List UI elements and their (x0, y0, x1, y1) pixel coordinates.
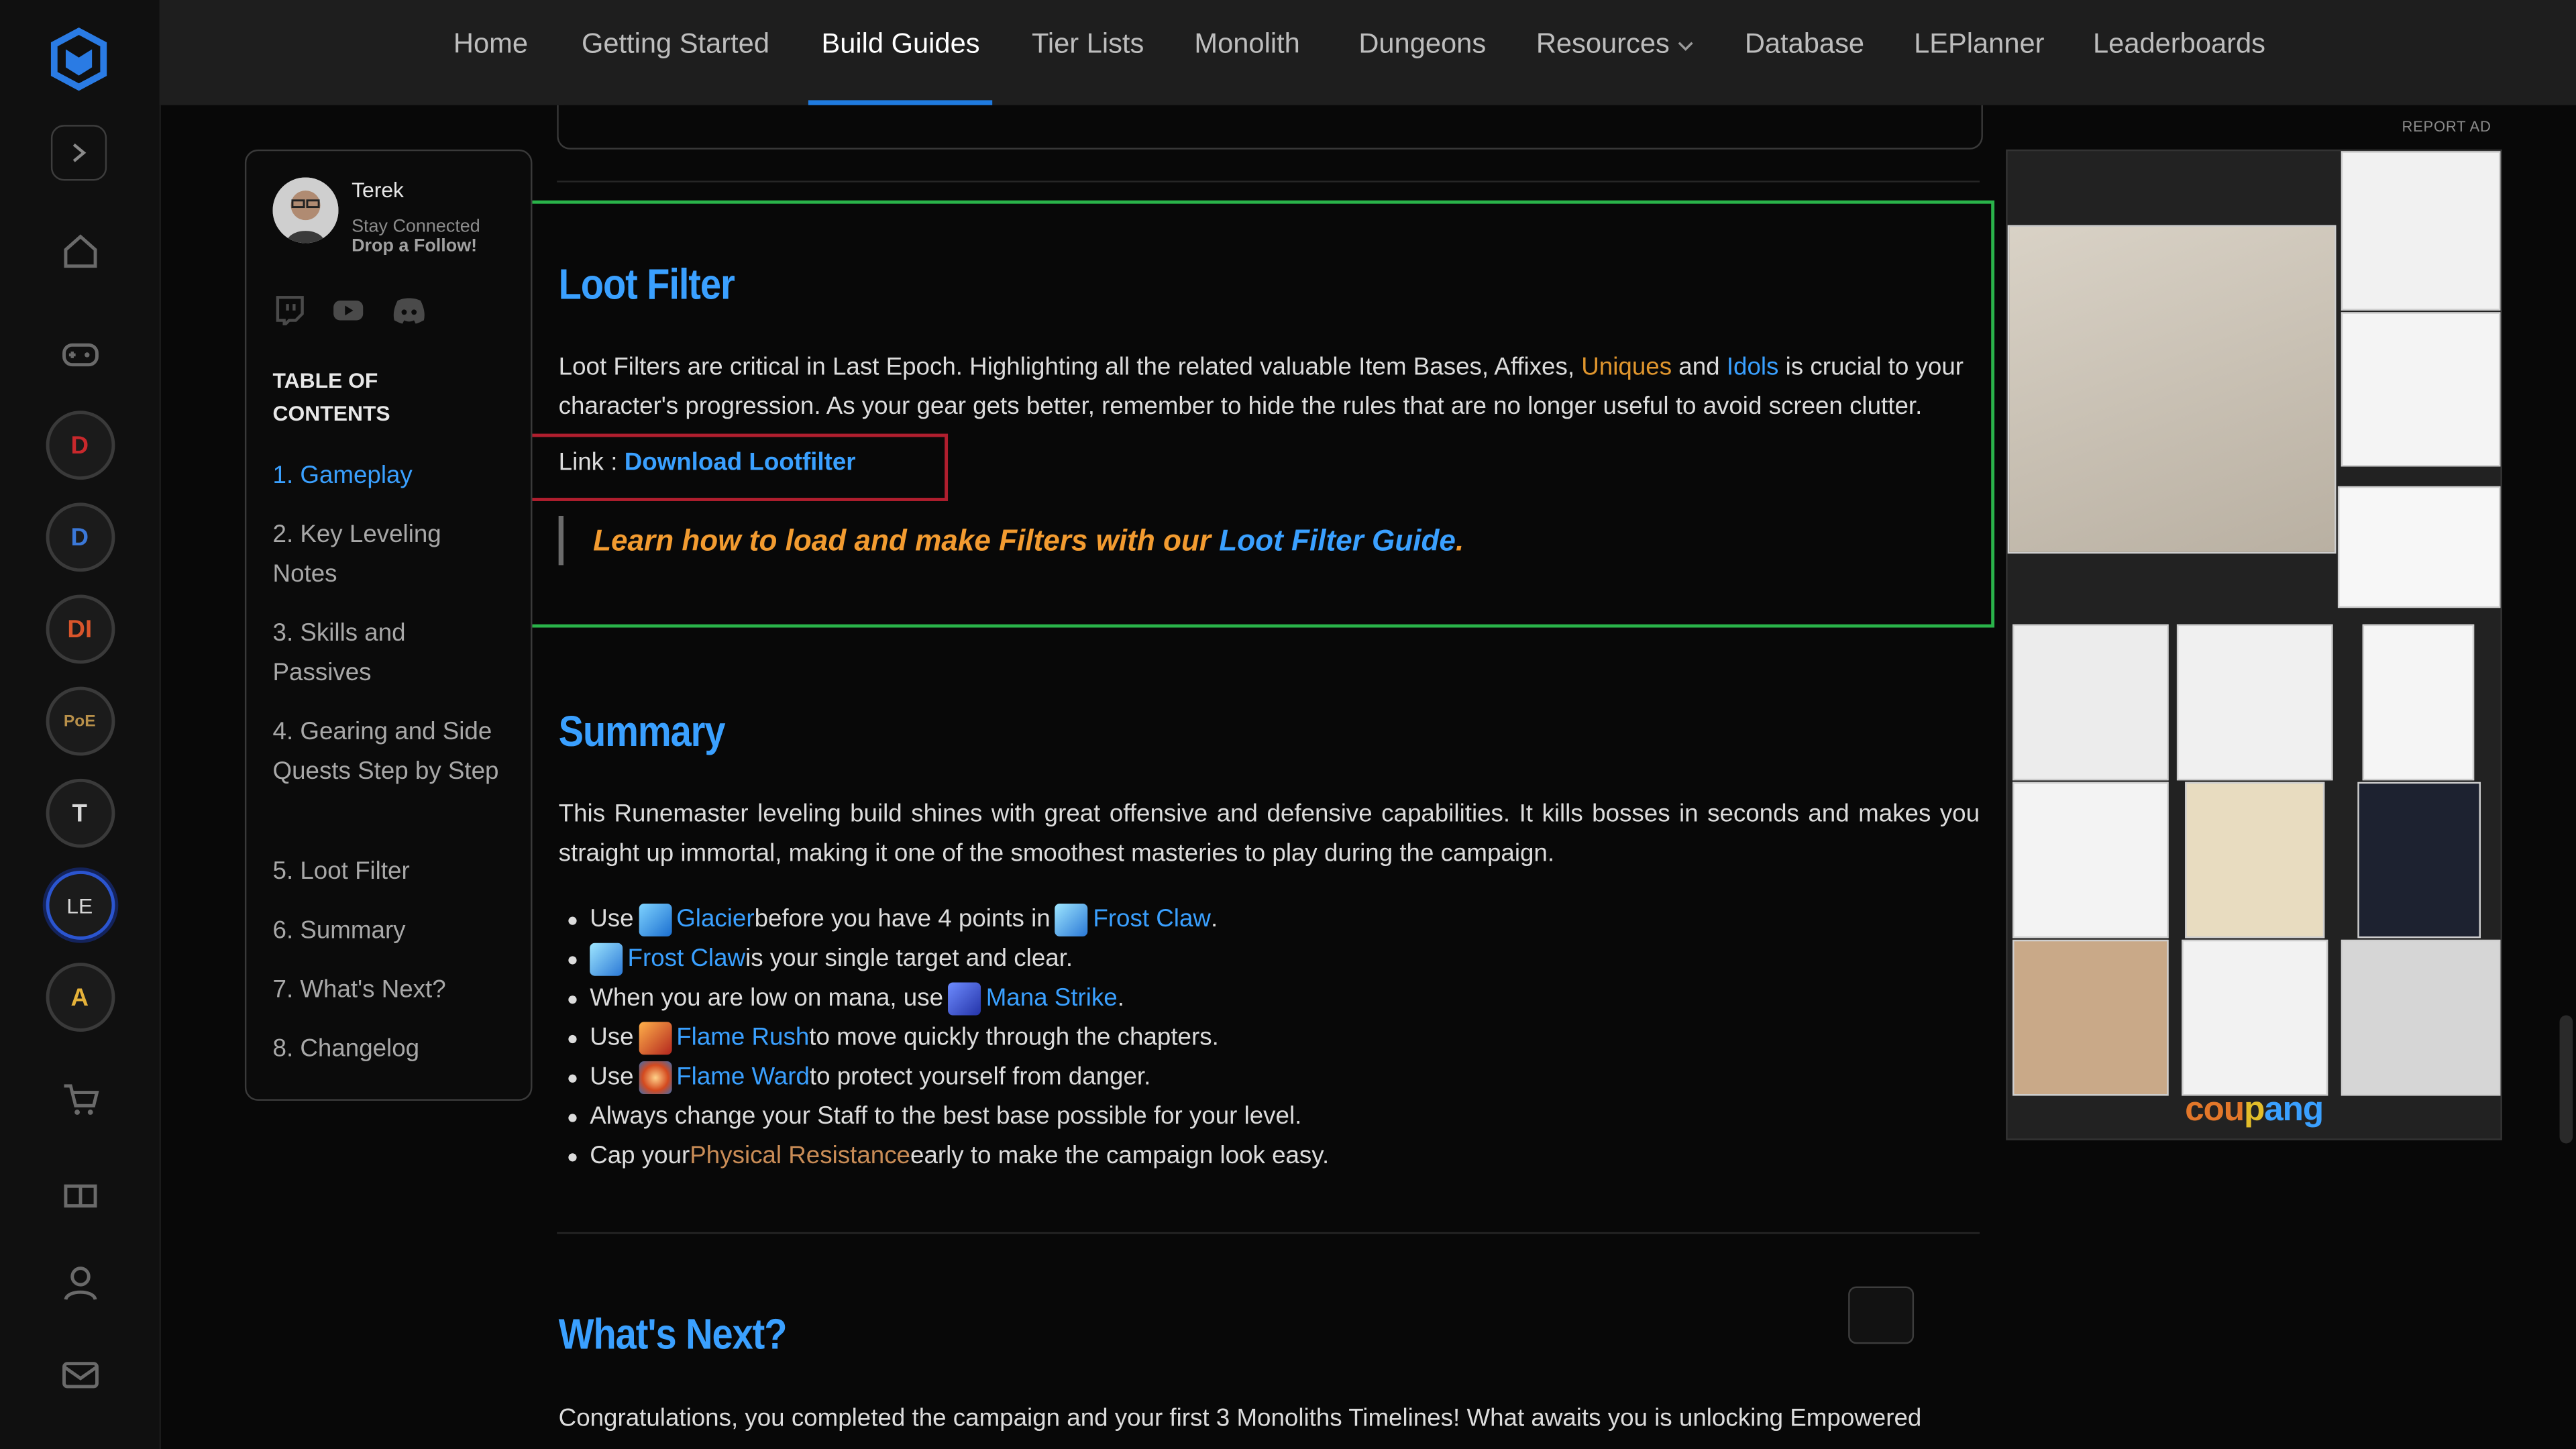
game-diablo-immortal-icon[interactable]: D (45, 502, 114, 572)
active-tab-underline (808, 100, 992, 105)
author-name: Terek (352, 177, 404, 203)
list-item: Use Flame Rush to move quickly through the chapters. (568, 1018, 1329, 1058)
nav-getting-started[interactable]: Getting Started (581, 28, 769, 60)
toc-item-gearing[interactable]: 4. Gearing and Side Quests Step by Step (272, 718, 499, 786)
green-highlight-box (493, 201, 1994, 628)
summary-bullet-list (568, 900, 1329, 1176)
discord-icon[interactable] (391, 296, 427, 325)
game-diablo3-icon[interactable]: DI (45, 595, 114, 664)
nav-leaderboards[interactable]: Leaderboards (2093, 28, 2265, 60)
chevron-down-icon (1677, 40, 1693, 53)
game-poe-icon[interactable]: PoE (45, 687, 114, 756)
ad-image-box[interactable] (2182, 940, 2328, 1096)
nav-leplanner[interactable]: LEPlanner (1914, 28, 2045, 60)
list-item: Cap your Physical Resistance early to make the campaign look easy. (568, 1137, 1329, 1177)
rail-shop[interactable] (0, 1078, 160, 1121)
summary-paragraph: This Runemaster leveling build shines with great offensive and defensive capabilities. It kills bosses in seconds and makes you straight up immortal, making it one of the smoothest masteries to play during the campaign. (558, 800, 1980, 868)
frost-claw-link[interactable]: Frost Claw (1093, 905, 1211, 934)
loot-filter-guide-link[interactable]: Loot Filter Guide (1219, 524, 1456, 557)
flame-rush-link[interactable]: Flame Rush (676, 1023, 810, 1052)
cart-icon (58, 1078, 101, 1121)
toc-item-changelog[interactable]: 8. Changelog (272, 1034, 420, 1063)
glacier-link[interactable]: Glacier (676, 905, 755, 934)
ad-image-bicycle[interactable] (2177, 625, 2333, 781)
expand-sidebar-button[interactable] (51, 125, 107, 180)
scroll-to-top-button[interactable] (1848, 1287, 1914, 1344)
follow-text: Drop a Follow! (352, 236, 478, 257)
rail-gamepad[interactable] (0, 332, 160, 375)
game-last-epoch-icon[interactable]: LE (45, 871, 114, 940)
nav-home[interactable]: Home (453, 28, 529, 60)
ad-image-pc[interactable] (2357, 782, 2481, 938)
nav-resources[interactable]: Resources (1536, 28, 1694, 61)
ad-image-sneaker[interactable] (2012, 782, 2169, 938)
mail-icon (58, 1354, 101, 1397)
frost-claw-link[interactable]: Frost Claw (627, 945, 746, 973)
loot-filter-link-row: Link : Download Lootfilter (558, 448, 856, 477)
twitch-icon[interactable] (273, 296, 306, 325)
site-logo-icon[interactable] (46, 26, 112, 92)
game-tlo-icon[interactable]: T (45, 779, 114, 848)
stay-connected-text: Stay Connected (352, 217, 480, 237)
ad-image-food[interactable] (2012, 940, 2169, 1096)
physical-resistance-link[interactable]: Physical Resistance (690, 1142, 911, 1170)
mana-strike-skill-icon (948, 983, 981, 1016)
avatar[interactable] (273, 177, 339, 243)
toc-item-summary[interactable]: 6. Summary (272, 916, 406, 945)
chevron-right-icon (69, 142, 89, 164)
idols-link[interactable]: Idols (1726, 353, 1779, 382)
ad-image-bike[interactable] (2338, 486, 2500, 608)
list-item: Use Glacier before you have 4 points in Frost Claw . (568, 900, 1329, 940)
download-lootfilter-link[interactable]: Download Lootfilter (624, 448, 856, 477)
summary-heading: Summary (558, 706, 725, 756)
flame-ward-skill-icon (639, 1061, 672, 1094)
ad-image-goldwatch[interactable] (2185, 782, 2324, 938)
rail-home[interactable] (0, 230, 160, 273)
youtube-icon[interactable] (332, 296, 365, 325)
user-icon (58, 1262, 101, 1305)
whats-next-paragraph: Congratulations, you completed the campaign and your first 3 Monoliths Timelines! What awaits you is unlocking Empowered (558, 1404, 1922, 1433)
ad-image-desk[interactable] (2341, 151, 2501, 311)
ad-image-shoes[interactable] (2008, 225, 2337, 554)
social-links (273, 296, 427, 325)
divider (557, 180, 1980, 182)
toc-heading: TABLE OF CONTENTS (272, 368, 390, 426)
nav-tier-lists[interactable]: Tier Lists (1031, 28, 1144, 60)
frost-claw-skill-icon (1055, 904, 1088, 936)
report-ad-link[interactable]: REPORT AD (2402, 118, 2491, 135)
nav-database[interactable]: Database (1744, 28, 1865, 60)
toc-item-whats-next[interactable]: 7. What's Next? (272, 975, 446, 1004)
home-icon (58, 230, 101, 273)
table-of-contents-card (245, 150, 533, 1101)
loot-filter-paragraph: Loot Filters are critical in Last Epoch. Highlighting all the related valuable Item Bases, Affixes, Uniques and Idols is crucial to your character's progression. As your gear gets better, remember to hide the rules that are no longer useful to avoid screen clutter. (558, 353, 1964, 421)
loot-filter-guide-quote: Learn how to load and make Filters with our Loot Filter Guide. (559, 516, 1464, 565)
loot-filter-heading: Loot Filter (558, 259, 735, 309)
advertisement[interactable] (2006, 150, 2502, 1140)
glacier-skill-icon (639, 904, 672, 936)
uniques-link[interactable]: Uniques (1581, 353, 1672, 382)
red-highlight-box (513, 434, 948, 501)
ad-image-insole[interactable] (2341, 312, 2501, 466)
ad-image-shoes2[interactable] (2341, 940, 2501, 1096)
toc-item-key-leveling[interactable]: 2. Key Leveling Notes (272, 521, 441, 588)
author-avatar-icon (273, 177, 339, 243)
top-navigation (160, 0, 2576, 105)
rail-profile[interactable] (0, 1262, 160, 1305)
toc-item-skills[interactable]: 3. Skills and Passives (272, 619, 406, 687)
list-item: Use Flame Ward to protect yourself from danger. (568, 1058, 1329, 1097)
ad-image-bed[interactable] (2012, 625, 2169, 781)
gift-icon (58, 1170, 101, 1213)
toc-item-gameplay[interactable]: 1. Gameplay (272, 462, 413, 490)
flame-ward-link[interactable]: Flame Ward (676, 1063, 810, 1091)
mana-strike-link[interactable]: Mana Strike (985, 983, 1118, 1012)
game-diablo4-icon[interactable]: D (45, 411, 114, 480)
game-other-icon[interactable]: A (45, 963, 114, 1032)
list-item: Frost Claw is your single target and clear. (568, 940, 1329, 979)
page-scrollbar[interactable] (2560, 1015, 2573, 1143)
frost-claw-skill-icon (590, 943, 623, 976)
list-item: Always change your Staff to the best base possible for your level. (568, 1097, 1329, 1137)
toc-item-loot-filter[interactable]: 5. Loot Filter (272, 857, 410, 886)
rail-gift[interactable] (0, 1170, 160, 1213)
gamepad-icon (58, 332, 101, 375)
left-rail (0, 0, 161, 1449)
ad-image-watch[interactable] (2363, 625, 2475, 781)
list-item: When you are low on mana, use Mana Strike . (568, 979, 1329, 1019)
rail-mail[interactable] (0, 1354, 160, 1397)
nav-monolith[interactable]: Monolith (1194, 28, 1300, 60)
divider (557, 1232, 1980, 1234)
nav-dungeons[interactable]: Dungeons (1358, 28, 1487, 60)
whats-next-heading: What's Next? (558, 1309, 787, 1359)
nav-build-guides[interactable]: Build Guides (821, 28, 980, 60)
flame-rush-skill-icon (639, 1022, 672, 1055)
previous-section-card (557, 105, 1983, 150)
ad-brand-logo: coupang (2185, 1091, 2323, 1129)
